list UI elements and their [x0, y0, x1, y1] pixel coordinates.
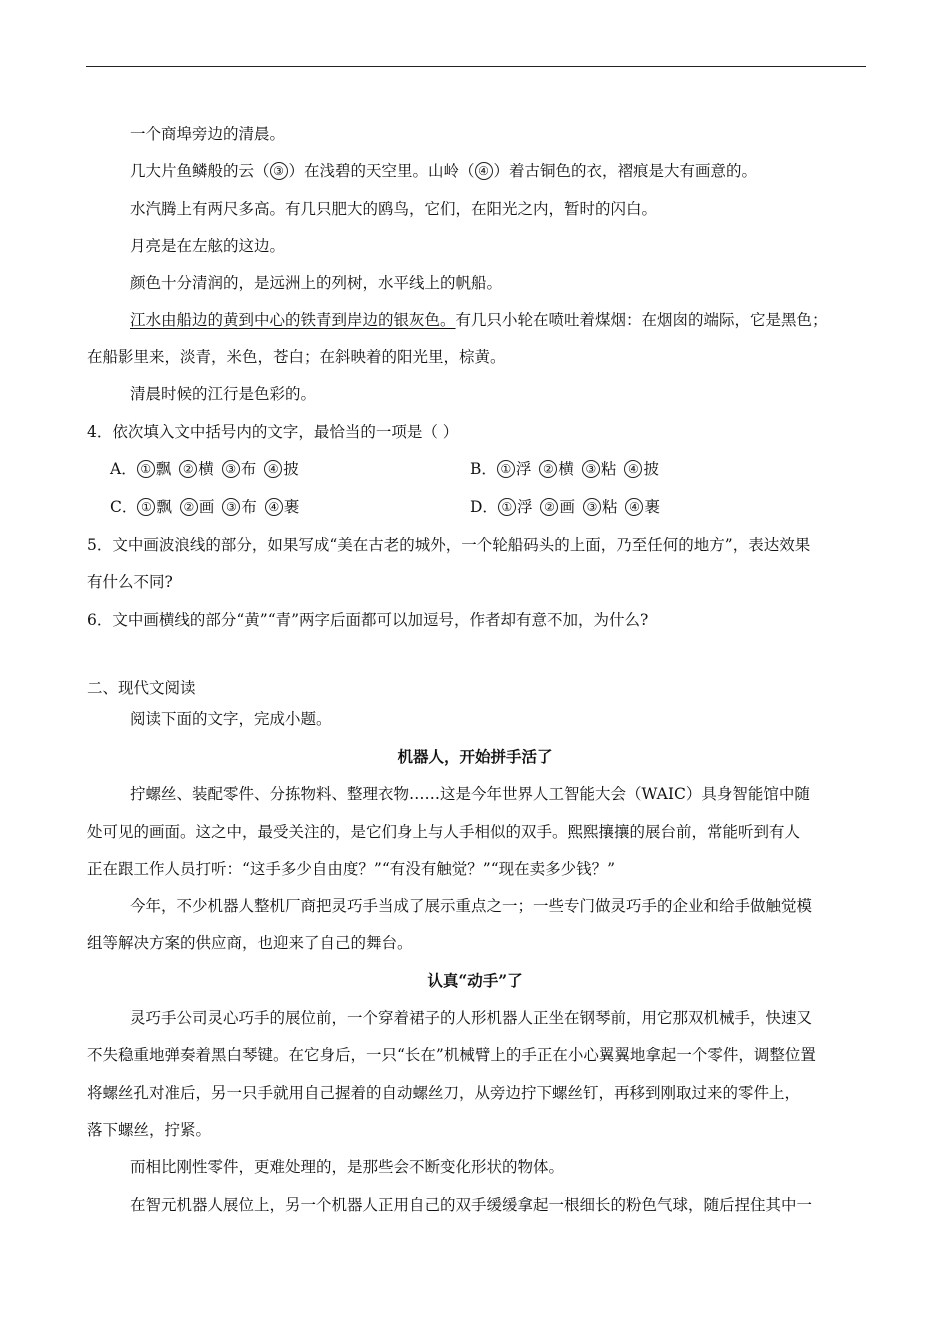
- article-line: 将螺丝孔对准后，另一只手就用自己握着的自动螺丝刀，从旁边拧下螺丝钉，再移到刚取过来的零件上，: [87, 1084, 801, 1102]
- article-title: 机器人，开始拼手活了: [397, 747, 553, 766]
- option-d[interactable]: D． ① 浮 ② 画 ③ 粘 ④ 裹: [470, 498, 660, 516]
- question-5-line: 有什么不同?: [87, 573, 173, 591]
- option-a[interactable]: A． ① 飘 ② 横 ③ 布 ④ 披: [110, 460, 299, 478]
- blank-4-marker: ④: [475, 162, 493, 180]
- passage-line: 水汽腾上有两尺多高。有几只肥大的鸥鸟，它们，在阳光之内，暂时的闪白。: [130, 200, 658, 218]
- instruction: 阅读下面的文字，完成小题。: [130, 710, 332, 728]
- article-line: 灵巧手公司灵心巧手的展位前，一个穿着裙子的人形机器人正坐在钢琴前，用它那双机械手，快速又: [130, 1009, 813, 1027]
- article-line: 在智元机器人展位上，另一个机器人正用自己的双手缓缓拿起一根细长的粉色气球，随后捏住其中一: [130, 1196, 813, 1214]
- option-c[interactable]: C． ① 飘 ② 画 ③ 布 ④ 裹: [110, 498, 300, 516]
- passage-line: 颜色十分清润的，是远洲上的列树，水平线上的帆船。: [130, 274, 503, 292]
- article-line: 今年，不少机器人整机厂商把灵巧手当成了展示重点之一；一些专门做灵巧手的企业和给手做触觉模: [130, 897, 813, 915]
- underlined-phrase: 江水由船边的黄到中心的铁青到岸边的银灰色。: [130, 311, 456, 329]
- article-line: 不失稳重地弹奏着黑白琴键。在它身后，一只“长在”机械臂上的手正在小心翼翼地拿起一个零件，调整位置: [87, 1046, 816, 1064]
- question-6: 6．文中画横线的部分“黄”“青”两字后面都可以加逗号，作者却有意不加，为什么?: [87, 611, 649, 629]
- article-line: 而相比刚性零件，更难处理的，是那些会不断变化形状的物体。: [130, 1158, 565, 1176]
- article-line: 落下螺丝，拧紧。: [87, 1121, 212, 1139]
- passage-line: 在船影里来，淡青，米色，苍白；在斜映着的阳光里，棕黄。: [87, 348, 506, 366]
- article-line: 拧螺丝、装配零件、分拣物料、整理衣物……这是今年世界人工智能大会（WAIC）具身智能馆中随: [130, 785, 810, 803]
- question-4-stem: 4．依次填入文中括号内的文字，最恰当的一项是（ ）: [87, 423, 459, 441]
- article-subtitle: 认真“动手”了: [427, 971, 523, 990]
- blank-3-marker: ③: [270, 162, 288, 180]
- passage-line: 清晨时候的江行是色彩的。: [130, 385, 317, 403]
- question-5-line: 5．文中画波浪线的部分，如果写成“美在古老的城外，一个轮船码头的上面，乃至任何的地方”，表达效果: [87, 536, 811, 554]
- option-b[interactable]: B． ① 浮 ② 横 ③ 粘 ④ 披: [470, 460, 659, 478]
- passage-line: 几大片鱼鳞般的云（ ③ ）在浅碧的天空里。山岭（ ④ ）着古铜色的衣，褶痕是大有画意的。: [130, 162, 758, 180]
- article-line: 正在跟工作人员打听：“这手多少自由度？”“有没有触觉？”“现在卖多少钱？”: [87, 860, 616, 878]
- section-heading: 二、现代文阅读: [87, 679, 196, 697]
- article-line: 组等解决方案的供应商，也迎来了自己的舞台。: [87, 934, 413, 952]
- passage-line: 江水由船边的黄到中心的铁青到岸边的银灰色。有几只小轮在喷吐着煤烟：在烟囱的端际，它是黑色；: [130, 311, 828, 329]
- passage-line: 月亮是在左舷的这边。: [130, 237, 286, 255]
- header-rule: [86, 66, 866, 67]
- article-line: 处可见的画面。这之中，最受关注的，是它们身上与人手相似的双手。熙熙攘攘的展台前，常能听到有人: [87, 823, 801, 841]
- passage-line: 一个商埠旁边的清晨。: [130, 125, 286, 143]
